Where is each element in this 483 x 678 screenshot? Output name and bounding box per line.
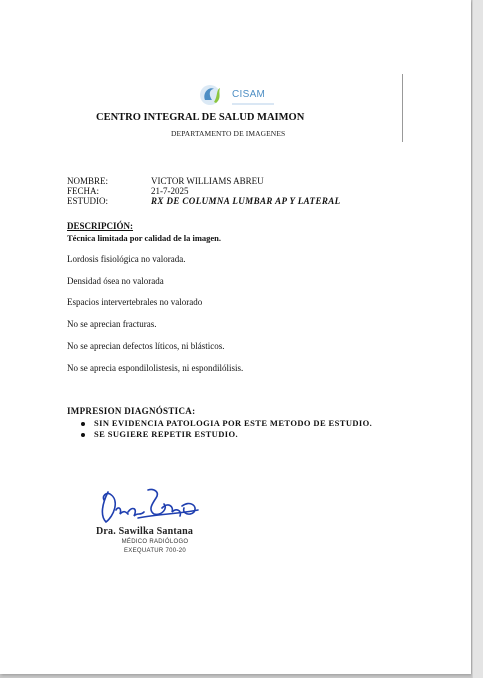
viewer-edge bbox=[472, 0, 483, 678]
patient-name-label: NOMBRE: bbox=[67, 176, 109, 186]
finding-item: Espacios intervertebrales no valorado bbox=[67, 297, 203, 307]
signer-role: MÉDICO RADIÓLOGO bbox=[121, 539, 189, 545]
study-row bbox=[67, 196, 341, 206]
exam-date-row bbox=[67, 186, 189, 196]
description-subtitle: Técnica limitada por calidad de la imagen. bbox=[67, 233, 222, 243]
signer-name: Dra. Sawilka Santana bbox=[96, 526, 194, 537]
impression-title: IMPRESION DIAGNÓSTICA: bbox=[67, 406, 196, 416]
exam-date-value: 21-7-2025 bbox=[151, 186, 189, 196]
finding-item: No se aprecian fracturas. bbox=[67, 319, 157, 329]
bullet-icon bbox=[81, 433, 85, 437]
logo-text: CISAM bbox=[232, 89, 266, 100]
institution-name: CENTRO INTEGRAL DE SALUD MAIMON bbox=[96, 112, 305, 123]
finding-item: No se aprecian defectos líticos, ni blásticos. bbox=[67, 341, 225, 351]
impression-item-text: SE SUGIERE REPETIR ESTUDIO. bbox=[94, 429, 239, 439]
description-title: DESCRIPCIÓN: bbox=[67, 221, 134, 231]
impression-item bbox=[81, 418, 372, 429]
impression-item bbox=[81, 429, 372, 440]
impression-item-text: SIN EVIDENCIA PATOLOGIA POR ESTE METODO DE ESTUDIO. bbox=[94, 418, 373, 428]
finding-item: Lordosis fisiológica no valorada. bbox=[67, 254, 186, 264]
impression-list bbox=[81, 418, 372, 440]
study-label: ESTUDIO: bbox=[67, 196, 108, 206]
handwritten-signature-icon bbox=[98, 486, 202, 526]
finding-item: No se aprecia espondilolistesis, ni espondilólisis. bbox=[67, 363, 244, 373]
patient-name-row bbox=[67, 176, 264, 186]
finding-item: Densidad ósea no valorada bbox=[67, 276, 164, 286]
header-divider bbox=[402, 74, 403, 142]
exam-date-label: FECHA: bbox=[67, 186, 100, 196]
signer-license: EXEQUATUR 700-20 bbox=[123, 548, 187, 554]
patient-name-value: VICTOR WILLIAMS ABREU bbox=[151, 176, 264, 186]
study-value: RX DE COLUMNA LUMBAR AP Y LATERAL bbox=[151, 196, 341, 206]
department-name: DEPARTAMENTO DE IMAGENES bbox=[171, 129, 286, 138]
bullet-icon bbox=[81, 422, 85, 426]
